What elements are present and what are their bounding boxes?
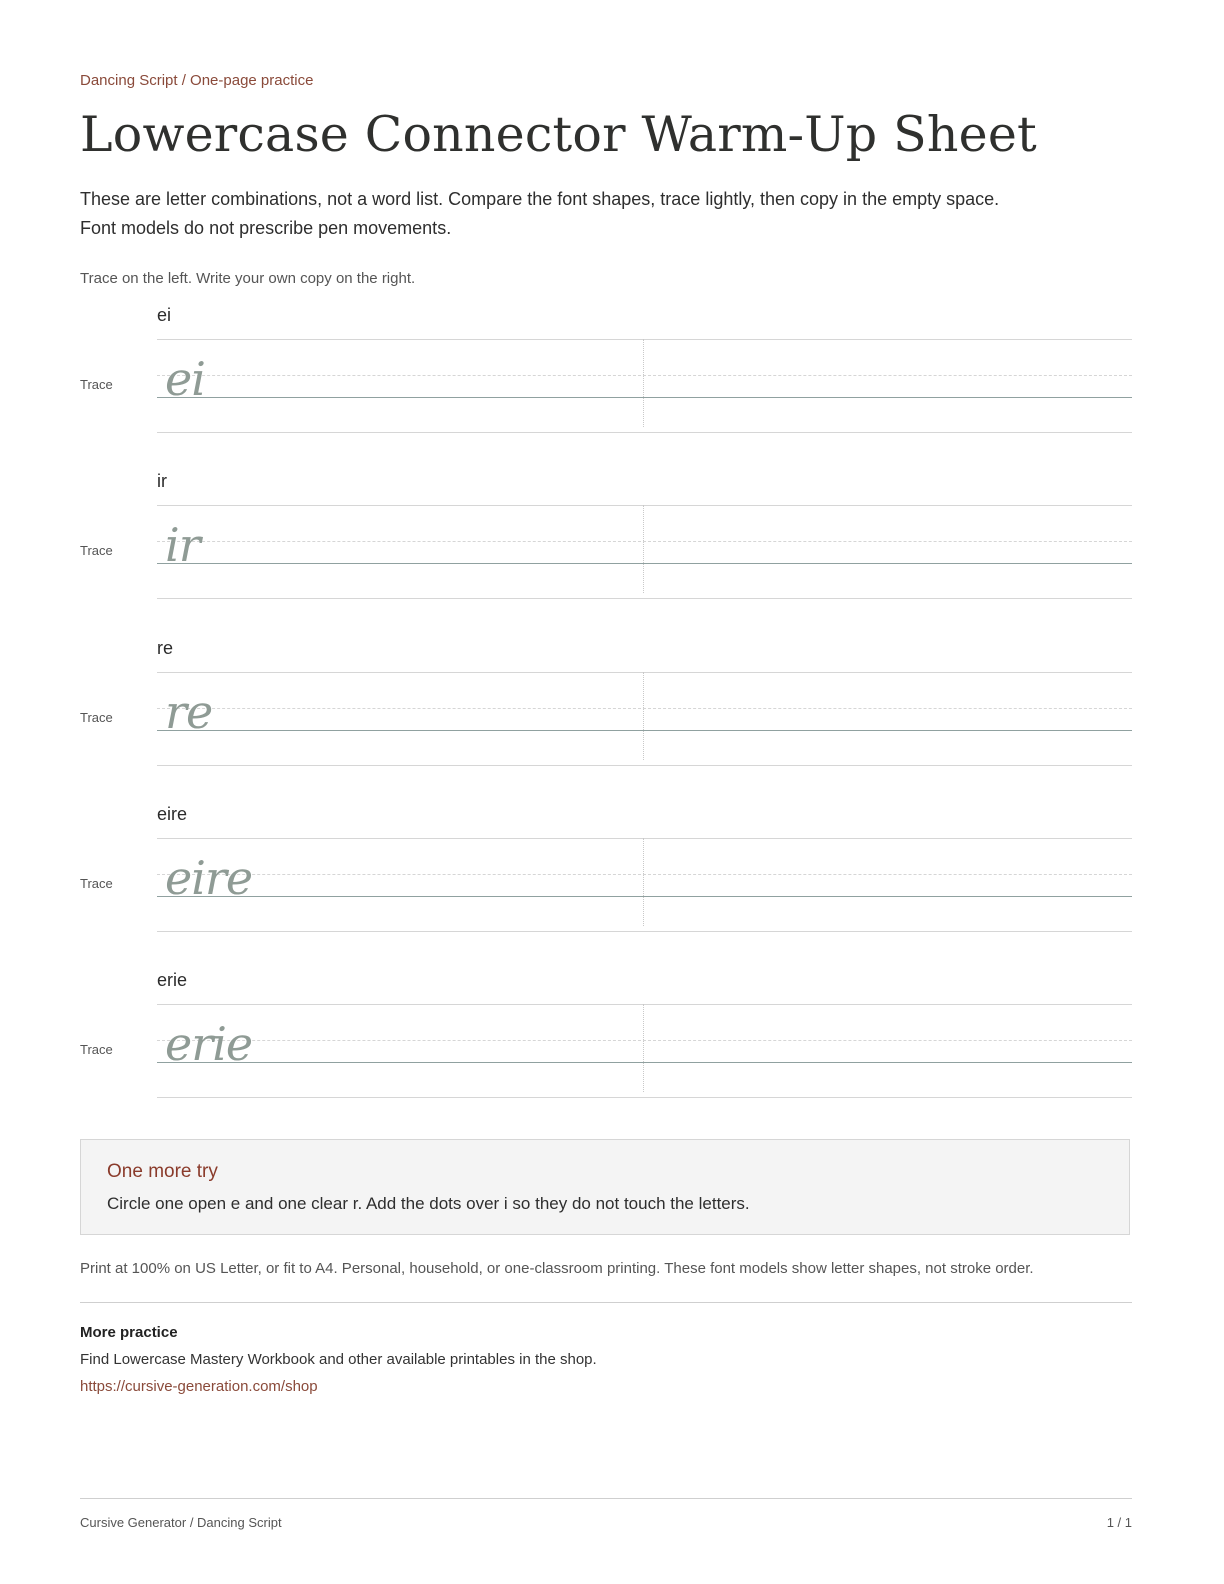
more-practice-text: Find Lowercase Mastery Workbook and other available printables in the shop. — [80, 1351, 597, 1368]
footer-source: Cursive Generator / Dancing Script — [80, 1515, 282, 1530]
practice-row — [80, 469, 1132, 635]
print-note: Print at 100% on US Letter, or fit to A4. Personal, household, or one-classroom printing. These font models show letter shapes, not stroke order. — [80, 1260, 1034, 1277]
top-guide-line — [157, 1004, 1132, 1005]
midline-dashed — [157, 708, 1132, 709]
intro-line-1: These are letter combinations, not a word list. Compare the font shapes, trace lightly, then copy in the empty space. — [80, 189, 1000, 209]
baseline — [157, 730, 1132, 731]
trace-copy-divider — [643, 505, 644, 593]
trace-tag: Trace — [80, 710, 113, 725]
breadcrumb: Dancing Script / One-page practice — [80, 72, 314, 89]
handwriting-guide[interactable] — [157, 838, 1132, 934]
bottom-guide-line — [157, 931, 1132, 932]
trace-tag: Trace — [80, 876, 113, 891]
instruction-text: Trace on the left. Write your own copy on the right. — [80, 270, 416, 287]
trace-copy-divider — [643, 838, 644, 926]
trace-model: eire — [165, 851, 253, 905]
bottom-guide-line — [157, 598, 1132, 599]
trace-model: re — [165, 685, 213, 739]
section-divider — [80, 1302, 1132, 1303]
intro-text — [80, 185, 1132, 243]
footer-divider — [80, 1498, 1132, 1499]
top-guide-line — [157, 838, 1132, 839]
trace-tag: Trace — [80, 377, 113, 392]
trace-copy-divider — [643, 339, 644, 427]
page-title: Lowercase Connector Warm-Up Sheet — [80, 106, 1037, 163]
top-guide-line — [157, 339, 1132, 340]
handwriting-guide[interactable] — [157, 1004, 1132, 1100]
baseline — [157, 1062, 1132, 1063]
row-label: eire — [157, 804, 188, 824]
baseline — [157, 563, 1132, 564]
midline-dashed — [157, 1040, 1132, 1041]
shop-link[interactable]: https://cursive-generation.com/shop — [80, 1378, 318, 1395]
row-label: re — [157, 638, 174, 658]
baseline — [157, 397, 1132, 398]
one-more-try-callout — [80, 1139, 1130, 1235]
practice-row — [80, 303, 1132, 469]
trace-model: erie — [165, 1017, 253, 1071]
bottom-guide-line — [157, 432, 1132, 433]
trace-copy-divider — [643, 672, 644, 760]
bottom-guide-line — [157, 765, 1132, 766]
midline-dashed — [157, 375, 1132, 376]
midline-dashed — [157, 874, 1132, 875]
callout-text: Circle one open e and one clear r. Add the dots over i so they do not touch the letters. — [107, 1194, 750, 1213]
midline-dashed — [157, 541, 1132, 542]
callout-title: One more try — [107, 1161, 218, 1182]
trace-tag: Trace — [80, 543, 113, 558]
page-number: 1 / 1 — [1106, 1515, 1132, 1530]
baseline — [157, 896, 1132, 897]
practice-row — [80, 968, 1132, 1134]
worksheet-page — [80, 0, 1132, 1584]
handwriting-guide[interactable] — [157, 672, 1132, 768]
trace-model: ei — [165, 352, 205, 406]
trace-copy-divider — [643, 1004, 644, 1092]
row-label: erie — [157, 970, 188, 990]
top-guide-line — [157, 505, 1132, 506]
practice-row — [80, 802, 1132, 968]
trace-model: ir — [165, 518, 200, 572]
row-label: ei — [157, 305, 172, 325]
top-guide-line — [157, 672, 1132, 673]
row-label: ir — [157, 471, 167, 491]
intro-line-2: Font models do not prescribe pen movements. — [80, 218, 452, 238]
bottom-guide-line — [157, 1097, 1132, 1098]
more-practice-heading: More practice — [80, 1324, 178, 1341]
trace-tag: Trace — [80, 1042, 113, 1057]
handwriting-guide[interactable] — [157, 505, 1132, 601]
handwriting-guide[interactable] — [157, 339, 1132, 435]
practice-row — [80, 636, 1132, 802]
